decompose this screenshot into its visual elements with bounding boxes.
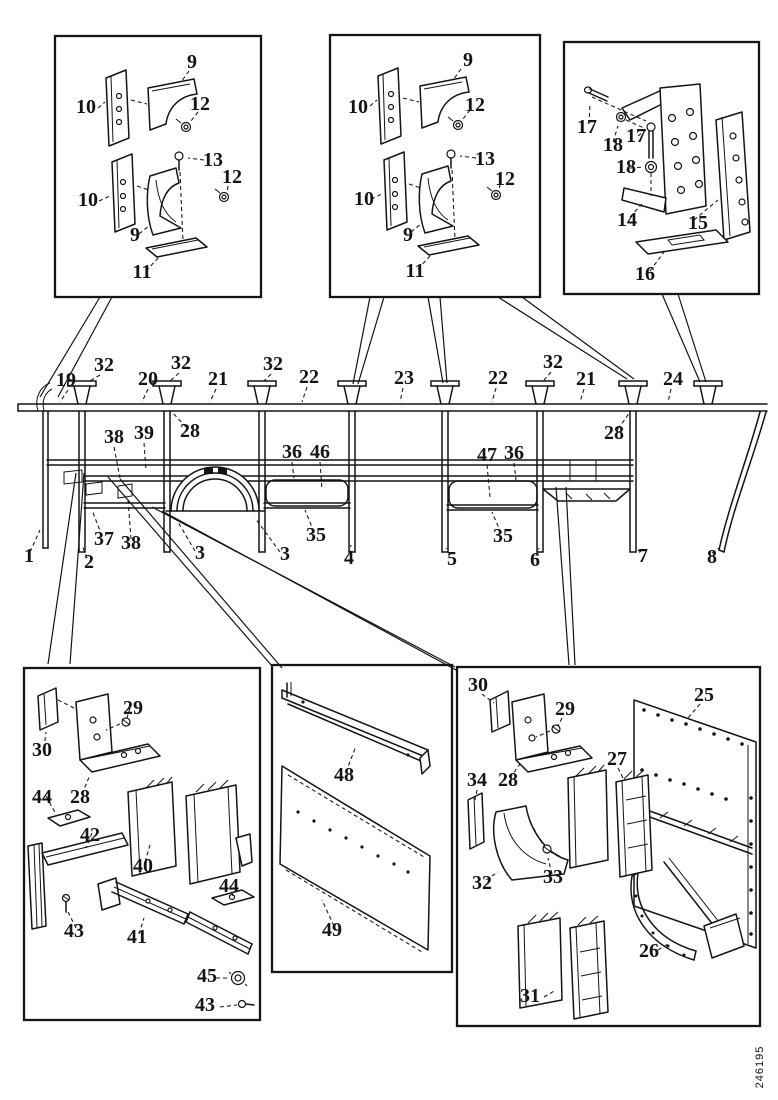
callout-17: 17 <box>577 116 597 138</box>
callout-47: 47 <box>477 444 497 466</box>
callout-32: 32 <box>171 352 191 374</box>
callout-9: 9 <box>403 224 413 246</box>
callout-42: 42 <box>80 824 100 846</box>
callout-45: 45 <box>197 965 217 987</box>
callout-10: 10 <box>78 189 98 211</box>
callout-30: 30 <box>32 739 52 761</box>
callout-36: 36 <box>282 441 302 463</box>
callout-38: 38 <box>104 426 124 448</box>
detail-box-top-middle-border <box>330 35 540 297</box>
callout-8: 8 <box>707 546 717 568</box>
callout-5: 5 <box>447 548 457 570</box>
callout-13: 13 <box>475 148 495 170</box>
frame-callouts <box>24 351 717 573</box>
callout-43: 43 <box>195 994 215 1016</box>
detail-box-top-left <box>55 36 261 297</box>
callout-36: 36 <box>504 442 524 464</box>
callout-11: 11 <box>132 261 152 283</box>
main-rail <box>18 383 767 552</box>
callout-46: 46 <box>310 441 330 463</box>
figure-number: 246195 <box>754 1045 766 1089</box>
leader-lines <box>40 294 706 671</box>
channel-and-plate-parts <box>280 682 430 952</box>
callout-12: 12 <box>222 166 242 188</box>
callout-43: 43 <box>64 920 84 942</box>
callout-3: 3 <box>195 542 205 564</box>
callout-2: 2 <box>84 551 94 573</box>
callout-32: 32 <box>543 351 563 373</box>
callout-33: 33 <box>543 866 563 888</box>
callout-10: 10 <box>76 96 96 118</box>
callout-29: 29 <box>555 698 575 720</box>
callout-39: 39 <box>134 422 154 444</box>
callout-3: 3 <box>280 543 290 565</box>
callout-19: 19 <box>56 369 76 391</box>
callout-9: 9 <box>130 224 140 246</box>
callout-29: 29 <box>123 697 143 719</box>
callout-37: 37 <box>94 528 114 550</box>
sub-rails <box>47 460 633 510</box>
callout-41: 41 <box>127 926 147 948</box>
callout-26: 26 <box>639 940 659 962</box>
callout-10: 10 <box>348 96 368 118</box>
callout-12: 12 <box>190 93 210 115</box>
callout-32: 32 <box>94 354 114 376</box>
callout-44: 44 <box>32 786 52 808</box>
callout-28: 28 <box>498 769 518 791</box>
callout-48: 48 <box>334 764 354 786</box>
callout-24: 24 <box>663 368 683 390</box>
callout-49: 49 <box>322 919 342 941</box>
callout-28: 28 <box>180 420 200 442</box>
callout-27: 27 <box>607 748 627 770</box>
callout-20: 20 <box>138 368 158 390</box>
callout-18: 18 <box>616 156 636 178</box>
callout-12: 12 <box>465 94 485 116</box>
callout-31: 31 <box>520 985 540 1007</box>
sill-bracket-parts <box>28 688 254 1008</box>
crossmember-bracket-parts <box>585 84 751 254</box>
callout-6: 6 <box>530 549 540 571</box>
callout-28: 28 <box>70 786 90 808</box>
callout-1: 1 <box>24 545 34 567</box>
callout-35: 35 <box>306 524 326 546</box>
callout-13: 13 <box>203 149 223 171</box>
fender-panels <box>266 480 537 508</box>
detail-box-bottom-right <box>457 667 760 1026</box>
callout-12: 12 <box>495 168 515 190</box>
callout-40: 40 <box>133 855 153 877</box>
callout-25: 25 <box>694 684 714 706</box>
callout-21: 21 <box>576 368 596 390</box>
callout-4: 4 <box>344 547 354 569</box>
callout-10: 10 <box>354 188 374 210</box>
callout-9: 9 <box>187 51 197 73</box>
callout-28: 28 <box>604 422 624 444</box>
callout-32: 32 <box>263 353 283 375</box>
detail-box-bottom-middle <box>272 665 452 972</box>
detail-box-bottom-left <box>24 668 260 1020</box>
rear-panel-parts <box>468 691 756 1019</box>
callout-14: 14 <box>617 209 637 231</box>
detail-box-top-middle <box>330 35 540 297</box>
callout-9: 9 <box>463 49 473 71</box>
callout-34: 34 <box>467 769 487 791</box>
wheel-arch <box>166 467 264 511</box>
callout-35: 35 <box>493 525 513 547</box>
callout-23: 23 <box>394 367 414 389</box>
callout-15: 15 <box>688 212 708 234</box>
callout-17: 17 <box>626 125 646 147</box>
callout-7: 7 <box>638 545 648 567</box>
callout-18: 18 <box>603 134 623 156</box>
callout-30: 30 <box>468 674 488 696</box>
callout-22: 22 <box>488 367 508 389</box>
callout-32: 32 <box>472 872 492 894</box>
callout-16: 16 <box>635 263 655 285</box>
callout-11: 11 <box>405 260 425 282</box>
callout-38: 38 <box>121 532 141 554</box>
detail-box-top-right <box>564 42 759 294</box>
frame-side-view <box>18 351 767 573</box>
callout-44: 44 <box>219 875 239 897</box>
callout-21: 21 <box>208 368 228 390</box>
callout-22: 22 <box>299 366 319 388</box>
